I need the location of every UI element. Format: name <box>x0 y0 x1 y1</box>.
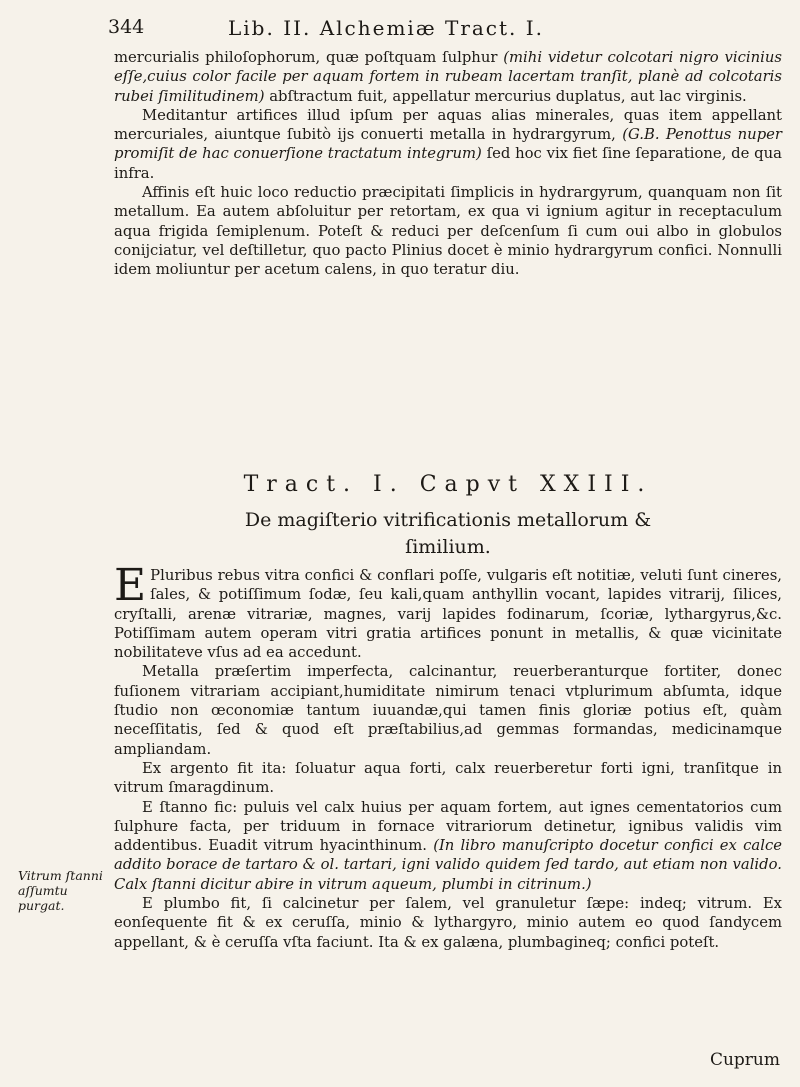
italic-aside: (G.B. Penottus nuper promiſit de hac conuerſione tractatum integrum) <box>114 126 782 163</box>
drop-cap: E <box>114 560 147 611</box>
catchword: Cuprum <box>709 1050 780 1070</box>
paragraph: E ſtanno fic: puluis vel calx huius per aquam fortem, aut ignes cementatorios cum ſulphure facta, per triduum in fornace vitrariorum detinetur, ignibus validis vim addentibus. Euadit vitrum hyacinthinum. (In libro manuſcripto docetur confici ex calce addito borace de tartaro & ol. tartari, igni valido quidem ſed tardo, aut etiam non valido. Calx ſtanni dicitur abire in vitrum aqueum, plumbi in citrinum.) <box>114 798 782 893</box>
page-number: 344 <box>108 16 145 38</box>
italic-aside: (In libro manuſcripto docetur confici ex calce addito borace de tartaro & ol. tartari, igni valido quidem ſed tardo, aut etiam non valido. Calx ſtanni dicitur abire in vitrum aqueum, plumbi in citrinum.) <box>114 837 782 893</box>
paragraph: Ex argento fit ita: ſoluatur aqua forti, calx reuerberetur forti igni, tranſitque in vitrum ſmaragdinum. <box>114 759 782 797</box>
paragraph: Metalla præſertim imperfecta, calcinantur, reuerberanturque fortiter, donec fuſionem vitrariam accipiant,humiditate nimirum tenaci vtplurimum abſumta, idque ſtudio non œconomiæ tantum iuuandæ,qui tamen finis gloriæ potius eſt, quàm neceſſitatis, ſed & quod eſt præſtabilius,ad gemmas formandas, medicinamque ampliandam. <box>114 663 782 758</box>
running-title: Lib. II. Alchemiæ Tract. I. <box>228 16 545 40</box>
paragraph: Meditantur artifices illud ipſum per aquas alias minerales, quas item appellant mercuriales, aiuntque ſubitò ijs conuerti metalla in hydrargyrum, (G.B. Penottus nuper promiſit de hac conuerſione tractatum integrum) ſed hoc vix fiet ſine ſeparatione, de qua infra. <box>114 106 782 182</box>
italic-aside: (mihi videtur colcotari nigro vicinius eſſe,cuius color facile per aquam fortem in rubeam lacertam tranſit, planè ad colcotaris rubei ſimilitudinem) <box>114 49 782 105</box>
chapter-heading: Tract. I. Capvt XXIII. <box>243 472 653 497</box>
paragraph: Affinis eſt huic loco reductio præcipitati ſimplicis in hydrargyrum, quanquam non ſit metallum. Ea autem abſoluitur per retortam, ex qua vi ignium agitur in receptaculum aqua frigida ſemiplenum. Poteſt & reduci per deſcenſum ſi cum oui albo in globulos conijciatur, vel deſtilletur, quo pacto Plinius docet è minio hydrargyrum confici. Nonnulli idem moliuntur per acetum calens, in quo teratur diu. <box>114 184 782 279</box>
marginal-note: Vitrum ſtanni aſſumtu purgat. <box>18 868 103 913</box>
paragraph: mercurialis philoſophorum, quæ poſtquam ſulphur (mihi videtur colcotari nigro vicinius eſſe,cuius color facile per aquam fortem in rubeam lacertam tranſit, planè ad colcotaris rubei ſimilitudinem) abſtractum fuit, appellatur mercurius duplatus, aut lac virginis. <box>114 49 782 105</box>
paragraph: E plumbo fit, ſi calcinetur per ſalem, vel granuletur ſæpe: indeq; vitrum. Ex eonſequente fit & ex ceruſſa, minio & lythargyro, minio autem eo quod ſandycem appellant, & è ceruſſa vſta faciunt. Ita & ex galæna, plumbagineq; confici poteſt. <box>114 895 782 951</box>
paragraph: E Pluribus rebus vitra confici & conflari poſſe, vulgaris eſt notitiæ, veluti ſunt cineres, ſales, & potiſſimum ſodæ, ſeu kali,quam anthyllin vocant, lapides vitrarij, ſilices, cryſtalli, arenæ vitrariæ, magnes, varij lapides fodinarum, ſcoriæ, lythargyrus,&c. Potiſſimam autem operam vitri gratia artifices ponunt in metallis, & quæ vicinitate nobilitateve vſus ad ea accedunt. <box>114 560 782 662</box>
page-header <box>108 16 740 46</box>
chapter-title: De magiſterio vitrificationis metallorum & ſimilium. <box>244 509 652 558</box>
text-block-top <box>114 48 782 280</box>
text-block-chapter <box>114 560 782 952</box>
